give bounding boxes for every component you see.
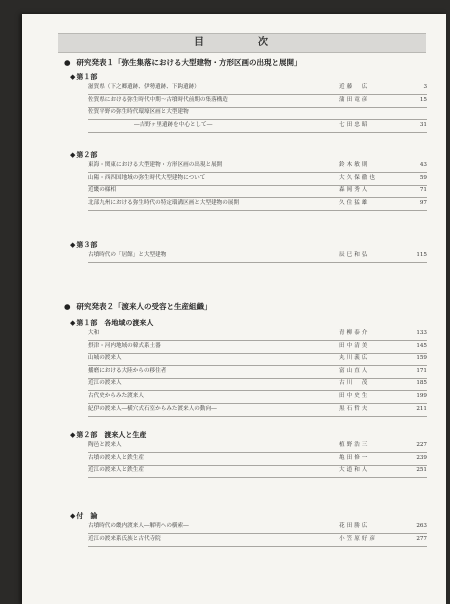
bullet-icon: ● <box>64 302 71 311</box>
entry-author: 七田忠昭 <box>339 121 370 128</box>
toc-entry <box>88 160 427 173</box>
entry-author: 青柳泰介 <box>339 330 370 336</box>
toc-entry <box>88 341 427 354</box>
diamond-icon: ◆ <box>70 73 76 81</box>
toc-entry <box>88 198 427 211</box>
part-heading <box>70 511 97 521</box>
entry-title: 近畿の様相 <box>88 187 116 194</box>
entry-page: 15 <box>419 96 427 103</box>
entry-author: 亀田修一 <box>339 454 370 461</box>
bullet-icon: ● <box>64 58 71 67</box>
entry-page: 251 <box>416 467 427 474</box>
toc-entry <box>88 185 427 198</box>
toc-entry <box>88 534 427 547</box>
entry-author: 蒲田竜彦 <box>339 96 370 103</box>
entry-title: 陶邑と渡来人 <box>88 442 122 448</box>
entry-title: ―吉野ヶ里遺跡を中心として― <box>134 121 213 128</box>
toc-entry <box>88 120 427 133</box>
section-heading <box>64 57 302 68</box>
toc-entry <box>88 366 427 379</box>
part-heading <box>70 150 97 160</box>
entry-page: 115 <box>416 252 427 258</box>
entry-author: 大道和人 <box>339 467 370 474</box>
toc-entry <box>88 107 427 120</box>
toc-entry <box>88 521 427 534</box>
entry-author: 大久保徹也 <box>339 174 377 181</box>
entry-author: 辰巳和弘 <box>339 252 370 258</box>
entry-title: 佐賀平野の弥生時代環壕区画と大型建物 <box>88 109 189 116</box>
section-heading-text: 研究発表１「弥生集落における大型建物・方形区画の出現と展開」 <box>76 58 302 67</box>
entry-title: 播磨における大陸からの移住者 <box>88 367 167 374</box>
entry-page: 159 <box>416 355 427 362</box>
entry-title: 近江の渡来人 <box>88 380 122 387</box>
entry-page: 71 <box>419 187 427 194</box>
entry-author: 田中史生 <box>339 393 370 399</box>
part-heading-text: 第３部 <box>76 241 98 249</box>
entry-title: 紀伊の渡来人―横穴式石室からみた渡来人の動向― <box>88 405 217 412</box>
section-heading <box>64 301 212 312</box>
part-heading-text: 第１部 <box>76 73 98 81</box>
entry-author: 丸川義広 <box>339 355 370 362</box>
entry-title: 大和 <box>88 330 100 336</box>
entry-page: 211 <box>416 405 427 412</box>
entry-page: 43 <box>419 162 427 168</box>
entry-author: 鈴木敏則 <box>339 162 370 168</box>
part-heading-text: 第２部 渡来人と生産 <box>76 431 147 439</box>
toc-title: 目 次 <box>58 33 426 53</box>
document-page <box>22 14 446 604</box>
toc-entry <box>88 173 427 186</box>
entry-page: 185 <box>416 380 427 387</box>
toc-entry <box>88 328 427 341</box>
part-heading <box>70 72 97 82</box>
entry-author: 富山直人 <box>339 367 370 374</box>
toc-entry <box>88 453 427 466</box>
entry-author: 近藤 広 <box>339 84 370 90</box>
toc-entry <box>88 353 427 366</box>
entry-author: 古川 茂 <box>339 380 370 387</box>
part-heading-text: 第１部 各地域の渡来人 <box>76 319 154 327</box>
entry-title: 古墳時代の畿内渡来人―解明への横索― <box>88 523 189 529</box>
entry-author: 植野浩三 <box>339 442 370 448</box>
entry-page: 133 <box>416 330 427 336</box>
part-heading <box>70 318 153 328</box>
toc-entry <box>88 465 427 478</box>
diamond-icon: ◆ <box>70 512 76 520</box>
toc-entry <box>88 95 427 108</box>
entry-page: 199 <box>416 393 427 399</box>
entry-page: 145 <box>416 342 427 349</box>
entry-title: 北部九州における弥生時代の特定環溝区画と大型建物の展開 <box>88 199 240 206</box>
diamond-icon: ◆ <box>70 319 76 327</box>
entry-title: 山城の渡来人 <box>88 355 122 362</box>
entry-title: 近江の渡来人と鉄生産 <box>88 467 144 474</box>
entry-title: 佐賀県における弥生時代中期～古墳時代前期の集落構造 <box>88 96 228 103</box>
entry-title: 古代史からみた渡来人 <box>88 393 144 399</box>
section-heading-text: 研究発表２「渡来人の受容と生産組織」 <box>76 302 212 311</box>
part-heading-text: 付 論 <box>76 512 98 520</box>
entry-author: 黒石哲夫 <box>339 405 370 412</box>
entry-page: 227 <box>416 442 427 448</box>
diamond-icon: ◆ <box>70 431 76 439</box>
entry-page: 171 <box>416 367 427 374</box>
entry-title: 滋賀県（下之郷遺跡、伊勢遺跡、下鈎遺跡） <box>88 84 200 90</box>
entry-page: 31 <box>419 121 427 128</box>
toc-entry <box>88 391 427 404</box>
entry-title: 東海・関東における大型建物・方形区画の出現と展開 <box>88 162 223 168</box>
entry-title: 摂津・河内地域の韓式系土器 <box>88 342 161 349</box>
entry-title: 古墳の渡来人と鉄生産 <box>88 454 144 461</box>
toc-entry <box>88 404 427 417</box>
part-heading <box>70 430 146 440</box>
entry-page: 277 <box>416 535 427 542</box>
entry-author: 小笠原好彦 <box>339 535 377 542</box>
entry-page: 3 <box>423 84 427 90</box>
entry-author: 花田勝広 <box>339 523 370 529</box>
entry-title: 近江の渡来系氏族と古代寺院 <box>88 535 161 542</box>
entry-title: 山陽・西四国地域の弥生時代大型建物について <box>88 174 206 181</box>
entry-page: 97 <box>419 199 427 206</box>
entry-page: 263 <box>416 523 427 529</box>
part-heading <box>70 240 97 250</box>
entry-author: 田中清美 <box>339 342 370 349</box>
diamond-icon: ◆ <box>70 241 76 249</box>
toc-entry <box>88 378 427 391</box>
entry-page: 59 <box>419 174 427 181</box>
toc-entry <box>88 250 427 263</box>
entry-author: 森岡秀人 <box>339 187 370 194</box>
toc-entry <box>88 82 427 95</box>
entry-title: 古墳時代の「居館」と大型建物 <box>88 252 167 258</box>
part-heading-text: 第２部 <box>76 151 98 159</box>
entry-page: 239 <box>416 454 427 461</box>
toc-entry <box>88 440 427 453</box>
diamond-icon: ◆ <box>70 151 76 159</box>
entry-author: 久住猛雄 <box>339 199 370 206</box>
